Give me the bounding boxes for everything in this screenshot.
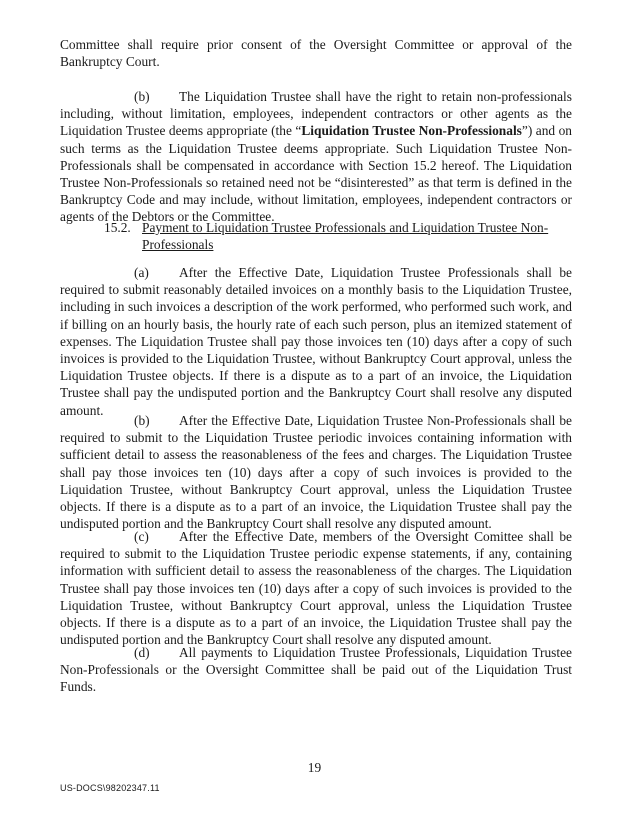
paragraph-label: (c)	[134, 529, 149, 544]
paragraph-d-payments	[60, 644, 572, 696]
section-title-line-1: Payment to Liquidation Trustee Professionals and Liquidation Trustee Non-	[142, 220, 549, 235]
paragraph-text: The Liquidation Trustee shall have the right to retain non-professionals including, without limitation, employees, independent contractors or other agents as the Liquidation Trustee deems appropriate (the “	[60, 89, 572, 139]
paragraph-c-oversight-committee	[60, 528, 572, 648]
paragraph-text: After the Effective Date, Liquidation Trustee Professionals shall be required to submit reasonably detailed invoices on a monthly basis to the Liquidation Trustee, including in such invoices a description of the work performed, who performed such work, and if billing on an hourly basis, the hourly rate of each such person, plus an itemized statement of expenses. The Liquidation Trustee shall pay those invoices ten (10) days after a copy of such invoices is provided to the Liquidation Trustee, without Bankruptcy Court approval, unless the Liquidation Trustee objects. If there is a dispute as to a part of an invoice, the Liquidation Trustee shall pay the undisputed portion and the Bankruptcy Court shall resolve any disputed amount.	[60, 265, 572, 418]
paragraph-label: (b)	[134, 413, 150, 428]
paragraph-text: After the Effective Date, Liquidation Trustee Non-Professionals shall be required to submit to the Liquidation Trustee periodic invoices containing information with sufficient detail to assess the reasonableness of the fees and charges. The Liquidation Trustee shall pay those invoices ten (10) days after a copy of such invoices is provided to the Liquidation Trustee, without Bankruptcy Court approval, unless the Liquidation Trustee objects. If there is a dispute as to a part of an invoice, the Liquidation Trustee shall pay the undisputed portion and the Bankruptcy Court shall resolve any disputed amount.	[60, 413, 572, 532]
paragraph-b-non-professionals	[60, 88, 572, 226]
paragraph-label: (d)	[134, 645, 150, 660]
paragraph-a-professionals	[60, 264, 572, 419]
section-heading	[104, 219, 574, 253]
paragraph-label: (b)	[134, 89, 150, 104]
continuation-text: Committee shall require prior consent of the Oversight Committee or approval of the Bankruptcy Court.	[60, 37, 572, 70]
page-number: 19	[307, 760, 322, 775]
paragraph-text-continued: ”) and on such terms as the Liquidation Trustee deems appropriate. Such Liquidation Trustee Non-Professionals shall be compensated in accordance with Section 15.2 hereof. The Liquidation Trustee Non-Professionals so retained need not be “disinterested” as that term is defined in the Bankruptcy Code and may include, without limitation, employees, independent contractors or agents of the Debtors or the Committee.	[60, 123, 572, 225]
paragraph-b-non-professional-invoices	[60, 412, 572, 532]
paragraph-text: After the Effective Date, members of the Oversight Comittee shall be required to submit to the Liquidation Trustee periodic expense statements, if any, containing information with sufficient detail to assess the reasonableness of the charges. The Liquidation Trustee shall pay those invoices ten (10) days after a copy of such invoices is provided to the Liquidation Trustee, without Bankruptcy Court approval, unless the Liquidation Trustee objects. If there is a dispute as to a part of an invoice, the Liquidation Trustee shall pay the undisputed portion and the Bankruptcy Court shall resolve any disputed amount.	[60, 529, 572, 648]
continuation-paragraph	[60, 36, 572, 70]
document-id: US-DOCS\98202347.11	[60, 783, 160, 793]
defined-term: Liquidation Trustee Non-Professionals	[301, 123, 522, 139]
section-title-line-2: Professionals	[142, 237, 214, 253]
paragraph-label: (a)	[134, 265, 149, 280]
section-number: 15.2.	[104, 220, 131, 235]
paragraph-text: All payments to Liquidation Trustee Professionals, Liquidation Trustee Non-Professionals or the Oversight Committee shall be paid out of the Liquidation Trust Funds.	[60, 645, 572, 695]
